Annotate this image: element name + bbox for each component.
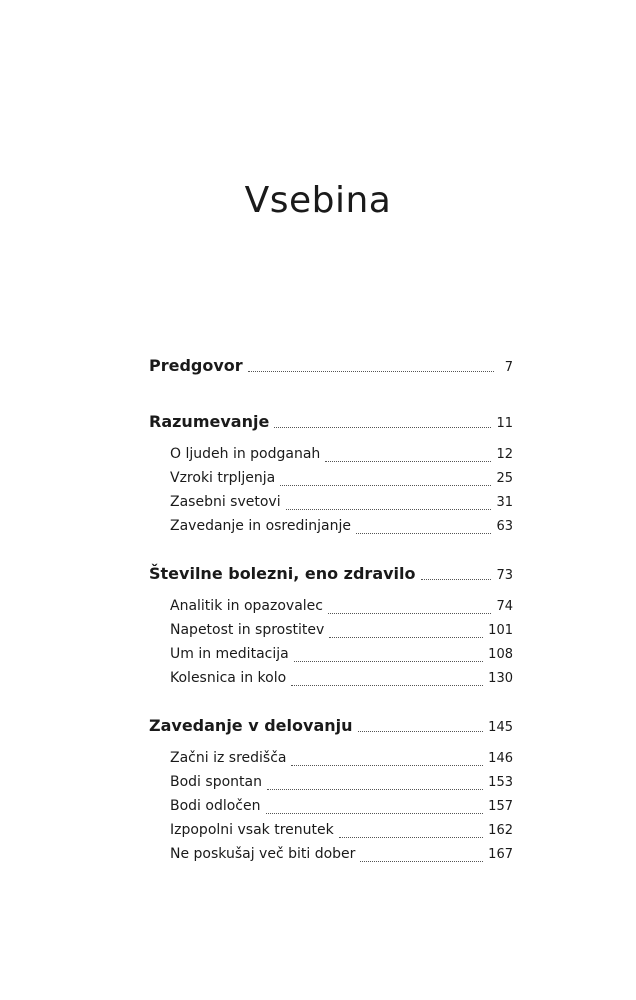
leader-dots xyxy=(280,484,491,486)
toc-page-number: 11 xyxy=(496,416,513,431)
leader-dots xyxy=(325,460,491,462)
leader-dots xyxy=(294,660,483,662)
toc-page-number: 7 xyxy=(504,360,513,375)
toc-section-title: Predgovor xyxy=(149,356,243,375)
toc-page-number: 12 xyxy=(496,447,513,462)
toc-entry-title: Začni iz središča xyxy=(170,750,287,766)
toc-section-title: Razumevanje xyxy=(149,412,270,431)
toc-entry[interactable] xyxy=(170,822,513,844)
toc-entry-title: Ne poskušaj več biti dober xyxy=(170,846,356,862)
toc-entry-title: Bodi spontan xyxy=(170,774,262,790)
leader-dots xyxy=(248,370,494,372)
toc-entry-title: Kolesnica in kolo xyxy=(170,670,287,686)
toc-page-number: 157 xyxy=(488,799,513,814)
toc-entry-title: Bodi odločen xyxy=(170,798,261,814)
toc-entry[interactable] xyxy=(170,670,513,692)
toc-page-number: 101 xyxy=(488,623,513,638)
toc-section-title: Številne bolezni, eno zdravilo xyxy=(149,564,416,583)
leader-dots xyxy=(329,636,483,638)
toc-page-number: 74 xyxy=(496,599,513,614)
toc-page-number: 108 xyxy=(488,647,513,662)
toc-page-number: 153 xyxy=(488,775,513,790)
leader-dots xyxy=(358,730,484,732)
page-title: Vsebina xyxy=(244,180,392,221)
toc-entry[interactable] xyxy=(170,494,513,516)
toc-section[interactable] xyxy=(149,356,513,378)
toc-page-number: 162 xyxy=(488,823,513,838)
toc-section[interactable] xyxy=(149,564,513,586)
toc-page-number: 167 xyxy=(488,847,513,862)
toc-page-number: 25 xyxy=(496,471,513,486)
toc-entry[interactable] xyxy=(170,598,513,620)
toc-page-number: 145 xyxy=(488,720,513,735)
toc-entry-title: Um in meditacija xyxy=(170,646,289,662)
toc-page-number: 73 xyxy=(496,568,513,583)
toc-entry[interactable] xyxy=(170,750,513,772)
leader-dots xyxy=(286,508,492,510)
toc-entry-title: Analitik in opazovalec xyxy=(170,598,323,614)
toc-page-number: 63 xyxy=(496,519,513,534)
toc-entry[interactable] xyxy=(170,846,513,868)
leader-dots xyxy=(421,578,492,580)
toc-entry-title: Napetost in sprostitev xyxy=(170,622,325,638)
leader-dots xyxy=(291,684,483,686)
toc-entry-title: Izpopolni vsak trenutek xyxy=(170,822,334,838)
toc-page-number: 146 xyxy=(488,751,513,766)
toc-entry[interactable] xyxy=(170,470,513,492)
toc-entry[interactable] xyxy=(170,774,513,796)
toc-entry-title: Zavedanje in osredinjanje xyxy=(170,518,351,534)
leader-dots xyxy=(291,764,483,766)
leader-dots xyxy=(266,812,484,814)
leader-dots xyxy=(328,612,491,614)
toc-entry-title: O ljudeh in podganah xyxy=(170,446,321,462)
toc-entry-title: Vzroki trpljenja xyxy=(170,470,276,486)
toc-section-title: Zavedanje v delovanju xyxy=(149,716,353,735)
toc-entry[interactable] xyxy=(170,446,513,468)
toc-section[interactable] xyxy=(149,412,513,434)
toc-page-number: 130 xyxy=(488,671,513,686)
toc-page-number: 31 xyxy=(496,495,513,510)
leader-dots xyxy=(267,788,483,790)
toc-entry[interactable] xyxy=(170,646,513,668)
toc-entry-title: Zasebni svetovi xyxy=(170,494,281,510)
leader-dots xyxy=(360,860,483,862)
leader-dots xyxy=(274,426,491,428)
leader-dots xyxy=(339,836,483,838)
toc-entry[interactable] xyxy=(170,622,513,644)
toc-entry[interactable] xyxy=(170,798,513,820)
leader-dots xyxy=(356,532,491,534)
toc-section[interactable] xyxy=(149,716,513,738)
toc-entry[interactable] xyxy=(170,518,513,540)
